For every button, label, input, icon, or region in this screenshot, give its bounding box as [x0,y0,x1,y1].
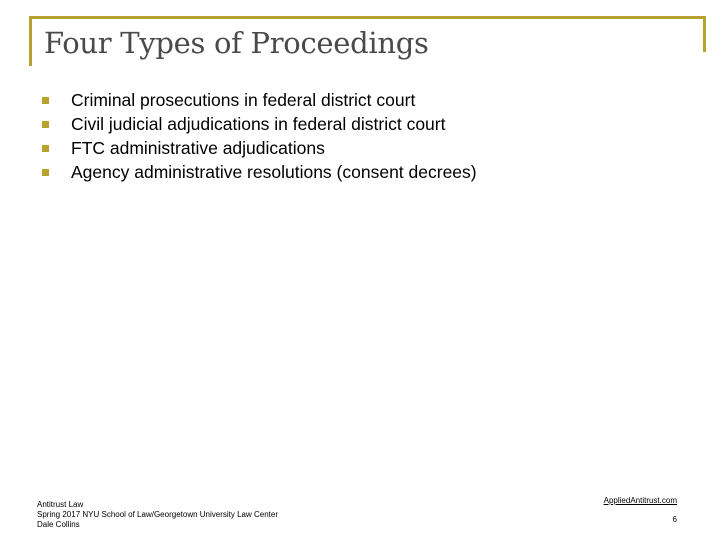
page-number: 6 [672,515,677,524]
footer-course: Antitrust Law [37,500,84,509]
title-frame-right-border [703,16,706,52]
bullet-text: Agency administrative resolutions (consent decrees) [71,162,477,182]
footer-website-link[interactable]: AppliedAntitrust.com [603,496,677,505]
square-bullet-icon [42,145,49,152]
footer-term: Spring 2017 NYU School of Law/Georgetown University Law Center [37,510,279,519]
bullet-text: FTC administrative adjudications [71,138,325,158]
footer-author: Dale Collins [37,520,80,529]
footer-info [37,500,278,530]
title-frame-left-border [29,16,32,66]
title-frame-top-border [29,16,706,19]
square-bullet-icon [42,169,49,176]
square-bullet-icon [42,97,49,104]
slide-title: Four Types of Proceedings [44,26,429,60]
bullet-text: Criminal prosecutions in federal district court [71,90,416,110]
bullet-text: Civil judicial adjudications in federal district court [71,114,446,134]
square-bullet-icon [42,121,49,128]
